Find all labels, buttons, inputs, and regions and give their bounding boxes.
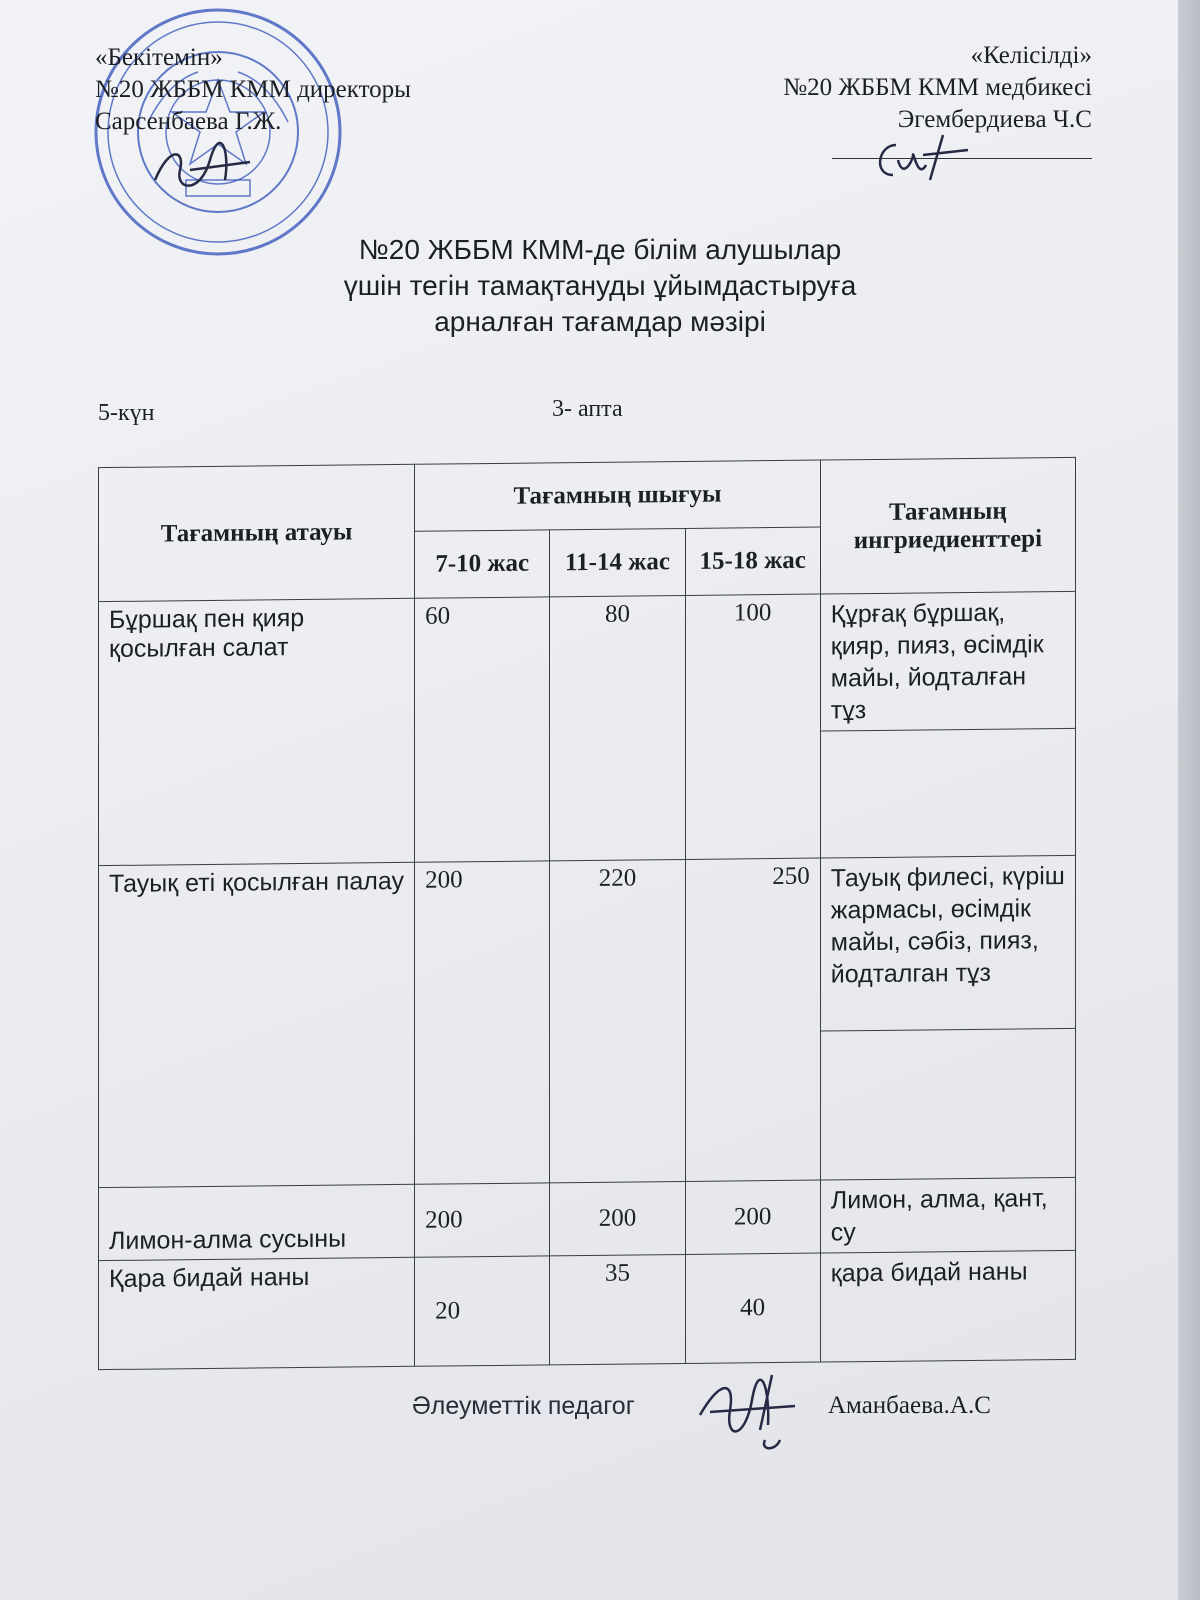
table-row (99, 591, 1076, 738)
table-row (99, 1177, 1076, 1260)
footer-role: Әлеуметтік педагог (412, 1392, 635, 1420)
portion-15-18: 250 (685, 858, 820, 1181)
table-header-row (99, 457, 1076, 534)
day-label: 5-күн (98, 400, 155, 426)
portion-15-18: 100 (685, 594, 820, 859)
dish-name: Қара бидай наны (99, 1257, 415, 1369)
approval-name: Сарсенбаева Г.Ж. (95, 108, 282, 135)
document-title (0, 232, 1200, 340)
title-line-1: №20 ЖББМ КММ-де білім алушылар (358, 234, 842, 265)
approval-label: «Бекітемін» (95, 44, 223, 71)
agreement-position: №20 ЖББМ КММ медбикесі (783, 74, 1092, 101)
dish-name: Тауық еті қосылған палау (99, 862, 415, 1187)
portion-15-18: 200 (685, 1180, 820, 1254)
portion-11-14: 200 (550, 1181, 685, 1255)
portion-7-10: 60 (415, 597, 550, 862)
portion-11-14: 80 (550, 595, 685, 860)
agreement-name: Эгембердиева Ч.С (897, 106, 1092, 133)
week-label: 3- апта (552, 396, 623, 422)
title-line-2: үшін тегін тамақтануды ұйымдастыруға (343, 270, 857, 301)
director-signature (150, 140, 260, 200)
portion-7-10: 200 (415, 861, 550, 1184)
table-row (99, 855, 1076, 1038)
table-row (99, 1250, 1076, 1369)
header-output: Тағамның шығуы (415, 460, 821, 531)
nurse-signature (868, 130, 978, 190)
portion-11-14: 35 (550, 1254, 685, 1364)
empty-ingredients-cell (820, 1028, 1075, 1180)
portion-15-18: 40 (685, 1253, 820, 1363)
dish-ingredients: Лимон, алма, қант, су (820, 1177, 1075, 1253)
portion-11-14: 220 (550, 859, 685, 1182)
approval-position: №20 ЖББМ КММ директоры (95, 76, 411, 103)
header-age-7-10: 7-10 жас (415, 530, 550, 598)
pedagogue-signature (690, 1370, 800, 1456)
dish-ingredients: Тауық филесі, күріш жармасы, өсімдік майы, сәбіз, пияз, йодталган тұз (820, 855, 1075, 1031)
portion-7-10: 20 (415, 1256, 550, 1366)
empty-ingredients-cell (820, 728, 1075, 858)
header-age-11-14: 11-14 жас (550, 528, 685, 596)
header-ingredients: Тағамның ингриедиенттері (820, 457, 1075, 594)
agreement-label: «Келісілді» (970, 42, 1092, 69)
menu-table (98, 457, 1076, 1370)
header-dish-name: Тағамның атауы (99, 464, 415, 601)
approval-block (95, 42, 411, 138)
title-line-3: арналған тағамдар мәзірі (434, 306, 766, 337)
footer-name: Аманбаева.А.С (828, 1392, 991, 1419)
portion-7-10: 200 (415, 1183, 550, 1257)
dish-ingredients: қара бидай наны (820, 1250, 1075, 1362)
dish-ingredients: Құрғақ бұршақ, қияр, пияз, өсімдік майы, йодталған тұз (820, 591, 1075, 731)
header-age-15-18: 15-18 жас (685, 527, 820, 595)
dish-name: Бұршақ пен қияр қосылған салат (99, 598, 415, 865)
dish-name: Лимон-алма сусыны (99, 1184, 415, 1260)
